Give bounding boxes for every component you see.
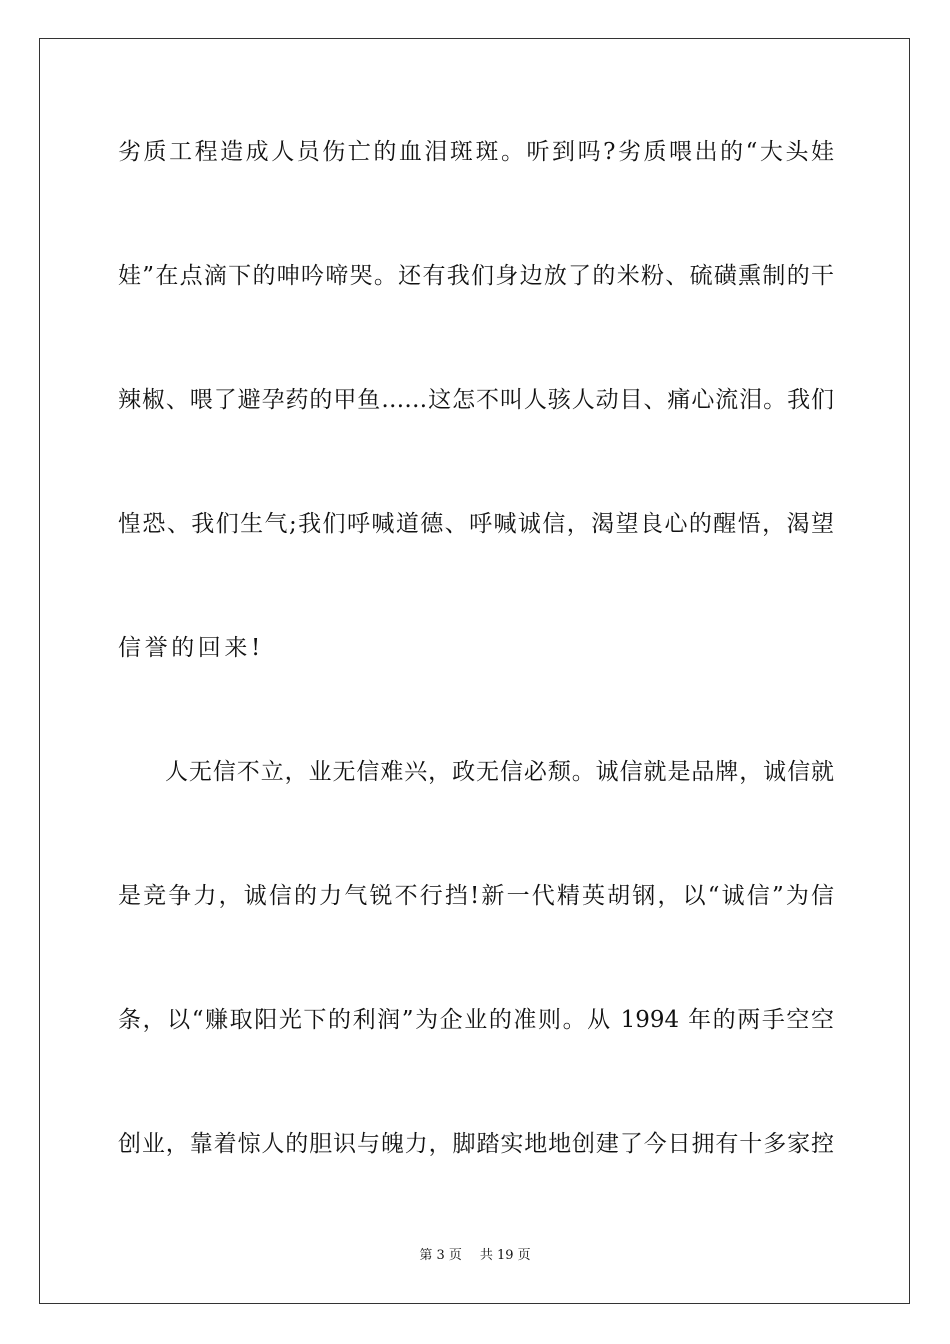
page-border (39, 38, 910, 1304)
text-line-6: 人无信不立，业无信难兴，政无信必颓。诚信就是品牌，诚信就 (165, 759, 834, 785)
text-line-9: 创业，靠着惊人的胆识与魄力，脚踏实地地创建了今日拥有十多家控 (118, 1131, 834, 1157)
page-number: 第 3 页 (419, 1248, 462, 1263)
text-line-4: 惶恐、我们生气;我们呼喊道德、呼喊诚信，渴望良心的醒悟，渴望 (118, 511, 834, 537)
page-footer (0, 1247, 950, 1265)
text-line-3: 辣椒、喂了避孕药的甲鱼……这怎不叫人骇人动目、痛心流泪。我们 (118, 387, 834, 413)
text-line-8: 条，以“赚取阳光下的利润”为企业的准则。从 1994 年的两手空空 (118, 1007, 834, 1033)
text-line-1: 劣质工程造成人员伤亡的血泪斑斑。听到吗?劣质喂出的“大头娃 (118, 139, 834, 165)
text-line-5: 信誉的回来! (118, 635, 264, 661)
text-line-2: 娃”在点滴下的呻吟啼哭。还有我们身边放了的米粉、硫磺熏制的干 (118, 263, 834, 289)
page-total: 共 19 页 (479, 1248, 531, 1263)
text-line-7: 是竞争力，诚信的力气锐不行挡!新一代精英胡钢，以“诚信”为信 (118, 883, 834, 909)
